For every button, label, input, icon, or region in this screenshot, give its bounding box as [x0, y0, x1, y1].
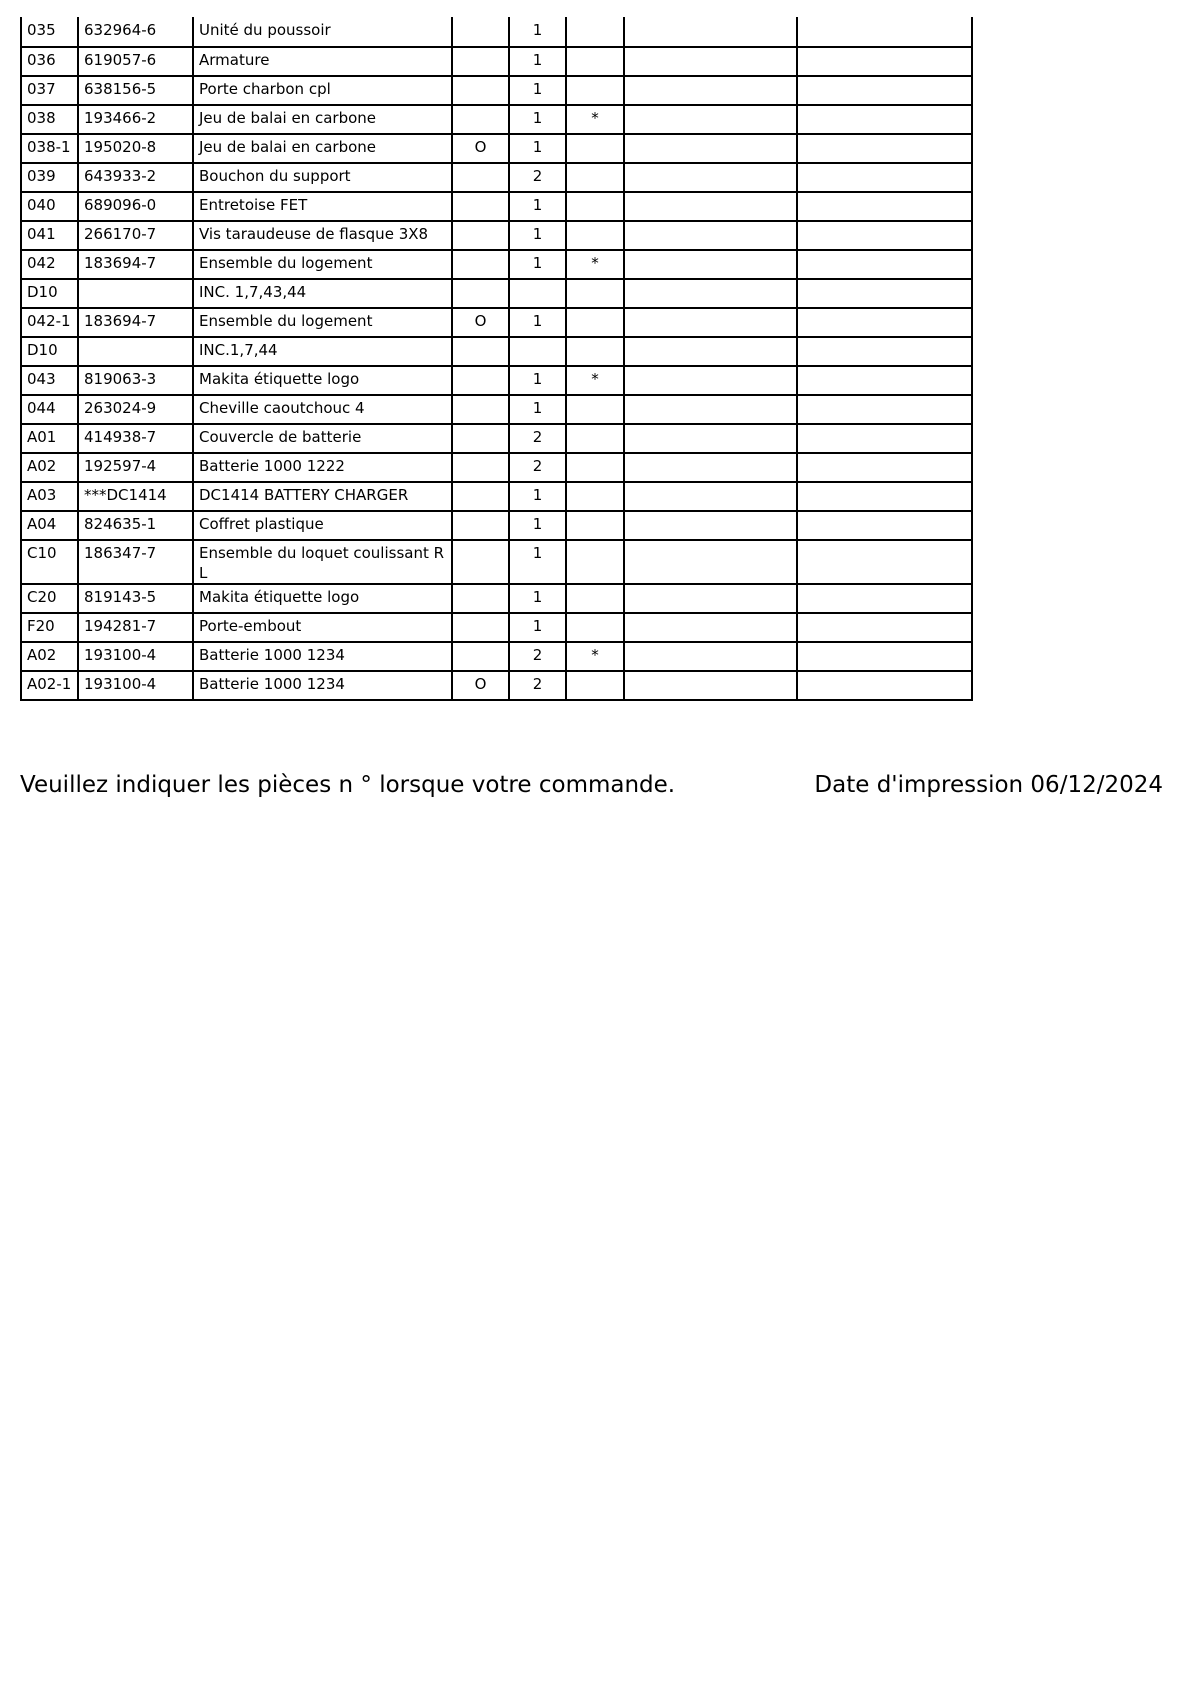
ref-cell: A01 [21, 424, 78, 453]
empty-cell [797, 134, 972, 163]
mark-cell [566, 337, 624, 366]
empty-cell [797, 424, 972, 453]
option-cell [452, 337, 509, 366]
description-cell: Porte charbon cpl [193, 76, 452, 105]
table-row [21, 424, 972, 453]
empty-cell [624, 250, 797, 279]
ref-cell: 041 [21, 221, 78, 250]
table-row [21, 366, 972, 395]
empty-cell [797, 482, 972, 511]
empty-cell [797, 163, 972, 192]
quantity-cell: 2 [509, 163, 566, 192]
option-cell [452, 453, 509, 482]
option-cell [452, 642, 509, 671]
empty-cell [624, 17, 797, 47]
mark-cell [566, 17, 624, 47]
table-row [21, 337, 972, 366]
table-row [21, 250, 972, 279]
part-number-cell: 186347-7 [78, 540, 193, 584]
option-cell [452, 163, 509, 192]
option-cell [452, 17, 509, 47]
mark-cell: * [566, 105, 624, 134]
option-cell [452, 76, 509, 105]
quantity-cell: 1 [509, 47, 566, 76]
description-cell: Unité du poussoir [193, 17, 452, 47]
description-cell: Vis taraudeuse de flasque 3X8 [193, 221, 452, 250]
quantity-cell: 1 [509, 250, 566, 279]
empty-cell [624, 540, 797, 584]
ref-cell: 042-1 [21, 308, 78, 337]
empty-cell [797, 395, 972, 424]
quantity-cell: 1 [509, 134, 566, 163]
empty-cell [624, 613, 797, 642]
table-row [21, 540, 972, 584]
part-number-cell: 194281-7 [78, 613, 193, 642]
empty-cell [624, 337, 797, 366]
ref-cell: 035 [21, 17, 78, 47]
part-number-cell: 819063-3 [78, 366, 193, 395]
ref-cell: D10 [21, 279, 78, 308]
ref-cell: 044 [21, 395, 78, 424]
ref-cell: A02-1 [21, 671, 78, 700]
table-row [21, 642, 972, 671]
empty-cell [624, 308, 797, 337]
empty-cell [797, 105, 972, 134]
quantity-cell [509, 279, 566, 308]
part-number-cell: 183694-7 [78, 308, 193, 337]
option-cell [452, 511, 509, 540]
empty-cell [797, 250, 972, 279]
empty-cell [797, 613, 972, 642]
empty-cell [624, 192, 797, 221]
mark-cell [566, 671, 624, 700]
empty-cell [624, 671, 797, 700]
empty-cell [797, 17, 972, 47]
empty-cell [797, 337, 972, 366]
quantity-cell: 2 [509, 671, 566, 700]
part-number-cell: 638156-5 [78, 76, 193, 105]
order-note: Veuillez indiquer les pièces n ° lorsque votre commande. [20, 772, 676, 798]
quantity-cell: 2 [509, 642, 566, 671]
empty-cell [624, 366, 797, 395]
ref-cell: 038-1 [21, 134, 78, 163]
option-cell: O [452, 671, 509, 700]
table-row [21, 671, 972, 700]
mark-cell [566, 279, 624, 308]
description-cell: Couvercle de batterie [193, 424, 452, 453]
mark-cell [566, 163, 624, 192]
mark-cell: * [566, 366, 624, 395]
quantity-cell [509, 337, 566, 366]
description-cell: Batterie 1000 1234 [193, 642, 452, 671]
empty-cell [797, 453, 972, 482]
mark-cell: * [566, 250, 624, 279]
empty-cell [797, 540, 972, 584]
empty-cell [624, 395, 797, 424]
table-row [21, 584, 972, 613]
table-row [21, 221, 972, 250]
empty-cell [624, 279, 797, 308]
ref-cell: 038 [21, 105, 78, 134]
quantity-cell: 1 [509, 395, 566, 424]
option-cell [452, 540, 509, 584]
mark-cell [566, 613, 624, 642]
mark-cell [566, 584, 624, 613]
description-cell: Ensemble du logement [193, 250, 452, 279]
table-row [21, 134, 972, 163]
table-row [21, 308, 972, 337]
description-cell: INC. 1,7,43,44 [193, 279, 452, 308]
part-number-cell: 819143-5 [78, 584, 193, 613]
empty-cell [624, 424, 797, 453]
part-number-cell: 183694-7 [78, 250, 193, 279]
ref-cell: A04 [21, 511, 78, 540]
mark-cell [566, 482, 624, 511]
option-cell [452, 424, 509, 453]
empty-cell [624, 134, 797, 163]
description-cell: Bouchon du support [193, 163, 452, 192]
empty-cell [797, 221, 972, 250]
ref-cell: D10 [21, 337, 78, 366]
quantity-cell: 1 [509, 482, 566, 511]
empty-cell [797, 47, 972, 76]
empty-cell [797, 584, 972, 613]
table-row [21, 105, 972, 134]
table-row [21, 395, 972, 424]
quantity-cell: 1 [509, 105, 566, 134]
quantity-cell: 1 [509, 76, 566, 105]
table-row [21, 511, 972, 540]
part-number-cell: 266170-7 [78, 221, 193, 250]
option-cell [452, 482, 509, 511]
empty-cell [624, 47, 797, 76]
empty-cell [624, 453, 797, 482]
ref-cell: 036 [21, 47, 78, 76]
empty-cell [797, 192, 972, 221]
ref-cell: 042 [21, 250, 78, 279]
mark-cell [566, 221, 624, 250]
mark-cell [566, 308, 624, 337]
part-number-cell [78, 337, 193, 366]
option-cell [452, 613, 509, 642]
empty-cell [797, 308, 972, 337]
description-cell: Makita étiquette logo [193, 584, 452, 613]
mark-cell [566, 511, 624, 540]
empty-cell [624, 221, 797, 250]
option-cell [452, 366, 509, 395]
mark-cell [566, 192, 624, 221]
quantity-cell: 1 [509, 192, 566, 221]
option-cell [452, 192, 509, 221]
empty-cell [624, 511, 797, 540]
mark-cell [566, 424, 624, 453]
quantity-cell: 1 [509, 221, 566, 250]
option-cell [452, 584, 509, 613]
part-number-cell: 619057-6 [78, 47, 193, 76]
description-cell: Jeu de balai en carbone [193, 105, 452, 134]
description-cell: Batterie 1000 1222 [193, 453, 452, 482]
description-cell: Cheville caoutchouc 4 [193, 395, 452, 424]
mark-cell [566, 540, 624, 584]
quantity-cell: 1 [509, 308, 566, 337]
ref-cell: C20 [21, 584, 78, 613]
quantity-cell: 1 [509, 366, 566, 395]
empty-cell [624, 163, 797, 192]
part-number-cell: 192597-4 [78, 453, 193, 482]
empty-cell [624, 642, 797, 671]
ref-cell: A02 [21, 642, 78, 671]
ref-cell: C10 [21, 540, 78, 584]
quantity-cell: 1 [509, 511, 566, 540]
quantity-cell: 1 [509, 613, 566, 642]
ref-cell: 039 [21, 163, 78, 192]
part-number-cell: 824635-1 [78, 511, 193, 540]
empty-cell [624, 76, 797, 105]
ref-cell: F20 [21, 613, 78, 642]
mark-cell [566, 47, 624, 76]
part-number-cell: 414938-7 [78, 424, 193, 453]
empty-cell [624, 105, 797, 134]
description-cell: Armature [193, 47, 452, 76]
part-number-cell: 643933-2 [78, 163, 193, 192]
table-row [21, 613, 972, 642]
description-cell: Batterie 1000 1234 [193, 671, 452, 700]
table-row [21, 76, 972, 105]
ref-cell: A02 [21, 453, 78, 482]
description-cell: Entretoise FET [193, 192, 452, 221]
description-cell: INC.1,7,44 [193, 337, 452, 366]
option-cell [452, 47, 509, 76]
option-cell [452, 279, 509, 308]
quantity-cell: 1 [509, 540, 566, 584]
description-cell: DC1414 BATTERY CHARGER [193, 482, 452, 511]
empty-cell [624, 584, 797, 613]
parts-table [20, 17, 973, 701]
description-cell: Ensemble du logement [193, 308, 452, 337]
table-row [21, 279, 972, 308]
part-number-cell [78, 279, 193, 308]
description-cell: Ensemble du loquet coulissant R L [193, 540, 452, 584]
quantity-cell: 1 [509, 17, 566, 47]
mark-cell [566, 395, 624, 424]
option-cell [452, 250, 509, 279]
mark-cell [566, 76, 624, 105]
option-cell: O [452, 134, 509, 163]
option-cell [452, 221, 509, 250]
table-row [21, 163, 972, 192]
description-cell: Jeu de balai en carbone [193, 134, 452, 163]
empty-cell [797, 279, 972, 308]
table-row [21, 17, 972, 47]
option-cell [452, 395, 509, 424]
ref-cell: 043 [21, 366, 78, 395]
part-number-cell: 193100-4 [78, 642, 193, 671]
option-cell [452, 105, 509, 134]
quantity-cell: 2 [509, 424, 566, 453]
print-date: Date d'impression 06/12/2024 [814, 772, 1163, 798]
empty-cell [797, 511, 972, 540]
part-number-cell: 193466-2 [78, 105, 193, 134]
description-cell: Porte-embout [193, 613, 452, 642]
part-number-cell: 689096-0 [78, 192, 193, 221]
part-number-cell: ***DC1414 [78, 482, 193, 511]
mark-cell: * [566, 642, 624, 671]
empty-cell [797, 642, 972, 671]
description-cell: Coffret plastique [193, 511, 452, 540]
table-row [21, 482, 972, 511]
part-number-cell: 195020-8 [78, 134, 193, 163]
ref-cell: 040 [21, 192, 78, 221]
quantity-cell: 1 [509, 584, 566, 613]
description-cell: Makita étiquette logo [193, 366, 452, 395]
part-number-cell: 263024-9 [78, 395, 193, 424]
table-row [21, 47, 972, 76]
table-row [21, 192, 972, 221]
mark-cell [566, 453, 624, 482]
empty-cell [797, 76, 972, 105]
ref-cell: A03 [21, 482, 78, 511]
part-number-cell: 193100-4 [78, 671, 193, 700]
part-number-cell: 632964-6 [78, 17, 193, 47]
table-row [21, 453, 972, 482]
parts-table-body [21, 17, 972, 700]
empty-cell [624, 482, 797, 511]
quantity-cell: 2 [509, 453, 566, 482]
empty-cell [797, 671, 972, 700]
ref-cell: 037 [21, 76, 78, 105]
option-cell: O [452, 308, 509, 337]
empty-cell [797, 366, 972, 395]
mark-cell [566, 134, 624, 163]
